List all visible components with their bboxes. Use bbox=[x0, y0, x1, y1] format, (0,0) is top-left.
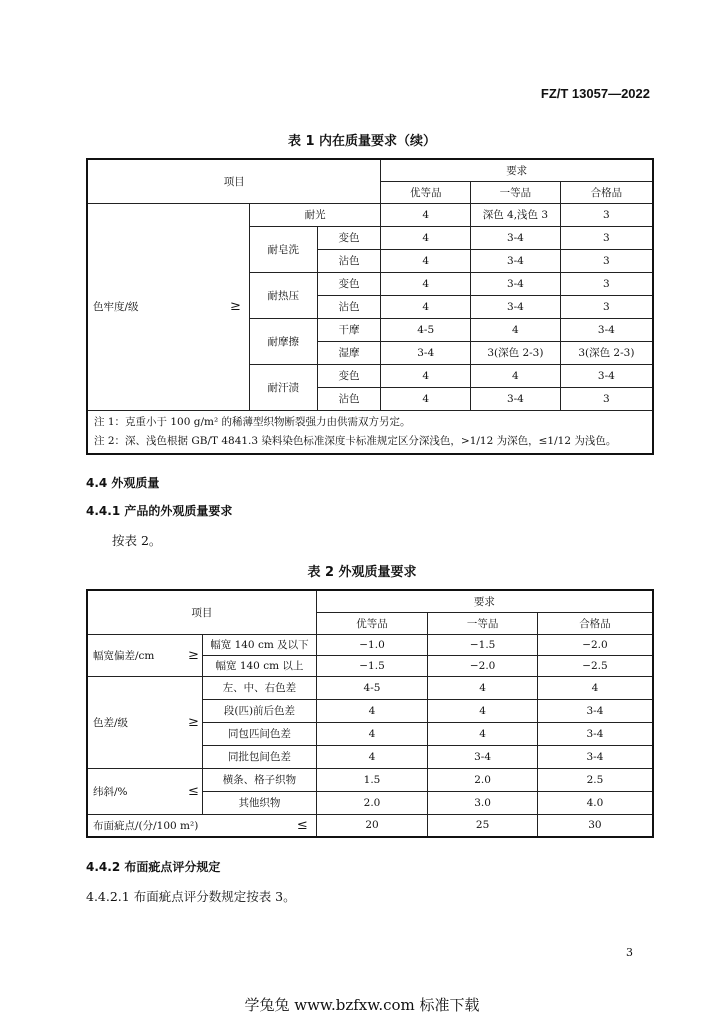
t1-note-2: 注 2：深、浅色根据 GB/T 4841.3 染料染色标准深度卡标准规定区分深浅色，>1/12 为深色，≤1/12 为浅色。 bbox=[94, 434, 617, 447]
section-4-4-2-1-text: 4.4.2.1 布面疵点评分数规定按表 3。 bbox=[86, 889, 296, 904]
t1-grade-header: 合格品 bbox=[560, 181, 653, 203]
table2 bbox=[86, 589, 654, 838]
t2-cell: 30 bbox=[537, 814, 653, 837]
t1-sub-label: 变色 bbox=[317, 364, 381, 387]
t1-cell: 3 bbox=[560, 203, 653, 226]
t2-sub-label: 同批包间色差 bbox=[203, 745, 317, 768]
t1-cell: 4 bbox=[381, 387, 471, 410]
t1-sub-label: 湿摩 bbox=[317, 341, 381, 364]
t2-sub-label: 其他织物 bbox=[203, 791, 317, 814]
t2-defects-label: 布面疵点/(分/100 m²) ≤ bbox=[87, 814, 316, 837]
t1-cell: 3-4 bbox=[560, 318, 653, 341]
t2-width-sym: ≥ bbox=[185, 634, 203, 676]
t1-cell: 3-4 bbox=[471, 249, 561, 272]
t2-cell: 4 bbox=[428, 722, 538, 745]
t1-cell: 4 bbox=[471, 364, 561, 387]
t1-cell: 3(深色 2-3) bbox=[560, 341, 653, 364]
t1-cell: 3-4 bbox=[560, 364, 653, 387]
t1-cell: 深色 4,浅色 3 bbox=[471, 203, 561, 226]
table1-caption: 表 1 内在质量要求（续） bbox=[287, 134, 437, 149]
t1-cell: 3 bbox=[560, 226, 653, 249]
section-4-4-2-heading: 4.4.2 布面疵点评分规定 bbox=[86, 860, 221, 874]
footer-watermark: 学兔兔 www.bzfxw.com 标准下载 bbox=[244, 996, 480, 1014]
t1-row-label: 耐光 bbox=[249, 203, 381, 226]
t2-grade-header: 一等品 bbox=[428, 612, 538, 634]
t2-sub-label: 段(匹)前后色差 bbox=[203, 699, 317, 722]
t2-cell: −1.0 bbox=[316, 634, 428, 655]
t2-cell: −1.5 bbox=[428, 634, 538, 655]
t1-cell: 3-4 bbox=[471, 387, 561, 410]
t2-cell: 3-4 bbox=[537, 722, 653, 745]
t1-sub-label: 变色 bbox=[317, 226, 381, 249]
t1-group-label: 色牢度/级 ≥ bbox=[87, 203, 249, 410]
t1-cell: 3(深色 2-3) bbox=[471, 341, 561, 364]
t1-cell: 4 bbox=[381, 203, 471, 226]
section-4-4-1-heading: 4.4.1 产品的外观质量要求 bbox=[86, 504, 233, 518]
t1-cell: 3-4 bbox=[471, 272, 561, 295]
t2-cell: 25 bbox=[428, 814, 538, 837]
t2-cell: 2.0 bbox=[428, 768, 538, 791]
t1-row-label: 耐摩擦 bbox=[249, 318, 317, 364]
t2-skew-sym: ≤ bbox=[185, 768, 203, 814]
t1-notes bbox=[87, 410, 653, 454]
t2-sub-label: 幅宽 140 cm 及以下 bbox=[203, 634, 317, 655]
t2-cell: 2.0 bbox=[316, 791, 428, 814]
t1-sub-label: 沾色 bbox=[317, 295, 381, 318]
t2-cell: 4 bbox=[316, 722, 428, 745]
t2-cell: −2.0 bbox=[428, 655, 538, 676]
t1-note-1: 注 1：克重小于 100 g/m² 的稀薄型织物断裂强力由供需双方另定。 bbox=[94, 415, 411, 428]
t2-cell: 3-4 bbox=[537, 745, 653, 768]
t2-color-label: 色差/级 bbox=[87, 676, 185, 768]
t1-sub-label: 干摩 bbox=[317, 318, 381, 341]
t2-cell: 1.5 bbox=[316, 768, 428, 791]
t2-cell: 4 bbox=[428, 699, 538, 722]
t2-cell: 2.5 bbox=[537, 768, 653, 791]
t2-sub-label: 左、中、右色差 bbox=[203, 676, 317, 699]
t1-row-label: 耐汗渍 bbox=[249, 364, 317, 410]
t1-cell: 3 bbox=[560, 272, 653, 295]
t2-sub-label: 幅宽 140 cm 以上 bbox=[203, 655, 317, 676]
t2-skew-label: 纬斜/% bbox=[87, 768, 185, 814]
t1-item-header: 项目 bbox=[87, 159, 381, 203]
t2-cell: −2.0 bbox=[537, 634, 653, 655]
t1-cell: 4-5 bbox=[381, 318, 471, 341]
t2-cell: 3.0 bbox=[428, 791, 538, 814]
t2-cell: 4 bbox=[316, 745, 428, 768]
page-number: 3 bbox=[626, 946, 633, 959]
section-4-4-heading: 4.4 外观质量 bbox=[86, 476, 160, 490]
t2-width-label: 幅宽偏差/cm bbox=[87, 634, 185, 676]
t2-grade-header: 合格品 bbox=[537, 612, 653, 634]
t1-cell: 3-4 bbox=[471, 295, 561, 318]
t1-cell: 4 bbox=[381, 295, 471, 318]
t2-cell: 4 bbox=[316, 699, 428, 722]
t2-cell: 3-4 bbox=[537, 699, 653, 722]
t1-grade-header: 优等品 bbox=[381, 181, 471, 203]
t2-cell: 4-5 bbox=[316, 676, 428, 699]
standard-number: FZ/T 13057—2022 bbox=[540, 86, 650, 101]
table1 bbox=[86, 158, 654, 455]
t2-cell: −1.5 bbox=[316, 655, 428, 676]
t2-cell: 4 bbox=[428, 676, 538, 699]
t1-sub-label: 变色 bbox=[317, 272, 381, 295]
t2-cell: −2.5 bbox=[537, 655, 653, 676]
t1-req-header: 要求 bbox=[381, 159, 653, 181]
t2-color-sym: ≥ bbox=[185, 676, 203, 768]
table2-caption: 表 2 外观质量要求 bbox=[307, 565, 417, 580]
t1-cell: 4 bbox=[381, 272, 471, 295]
section-4-4-1-text: 按表 2。 bbox=[112, 533, 162, 548]
t2-cell: 4.0 bbox=[537, 791, 653, 814]
t1-cell: 4 bbox=[381, 364, 471, 387]
t1-sub-label: 沾色 bbox=[317, 387, 381, 410]
t2-cell: 3-4 bbox=[428, 745, 538, 768]
t2-req-header: 要求 bbox=[316, 590, 653, 612]
t1-cell: 4 bbox=[471, 318, 561, 341]
t2-sub-label: 同包匹间色差 bbox=[203, 722, 317, 745]
t1-cell: 4 bbox=[381, 226, 471, 249]
t2-cell: 4 bbox=[537, 676, 653, 699]
t1-row-label: 耐皂洗 bbox=[249, 226, 317, 272]
t1-cell: 3-4 bbox=[471, 226, 561, 249]
t1-row-label: 耐热压 bbox=[249, 272, 317, 318]
t1-cell: 3-4 bbox=[381, 341, 471, 364]
t1-cell: 3 bbox=[560, 387, 653, 410]
t2-item-header: 项目 bbox=[87, 590, 316, 634]
t1-sub-label: 沾色 bbox=[317, 249, 381, 272]
t1-cell: 3 bbox=[560, 249, 653, 272]
t1-cell: 3 bbox=[560, 295, 653, 318]
t1-cell: 4 bbox=[381, 249, 471, 272]
t2-cell: 20 bbox=[316, 814, 428, 837]
t1-grade-header: 一等品 bbox=[471, 181, 561, 203]
t2-sub-label: 横条、格子织物 bbox=[203, 768, 317, 791]
t2-grade-header: 优等品 bbox=[316, 612, 428, 634]
